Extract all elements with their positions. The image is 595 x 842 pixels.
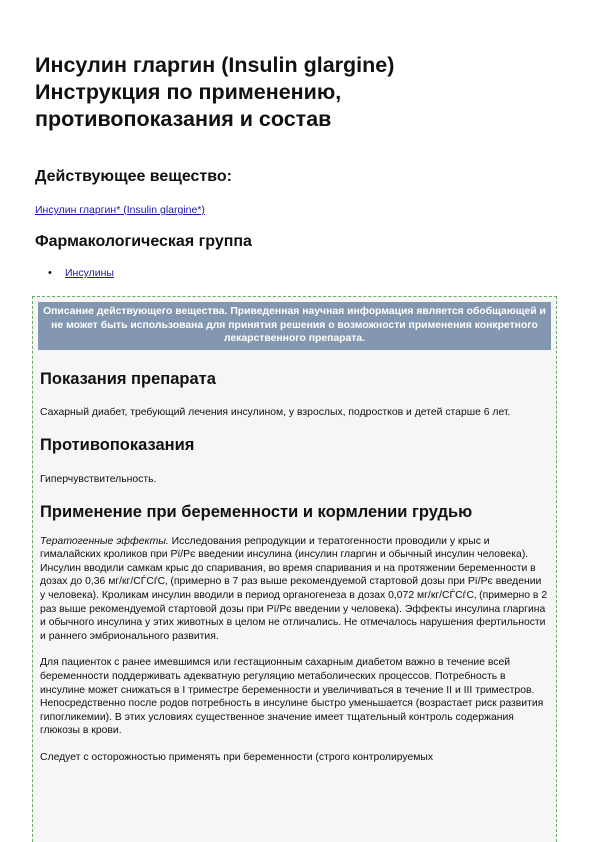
contraindications-heading: Противопоказания [40, 436, 195, 455]
title-line-1: Инсулин гларгин (Insulin glargine) [35, 53, 395, 77]
diabetes-paragraph: Для пациенток с ранее имевшимся или гестационным сахарным диабетом важно в течение всей беременности поддерживать адекватную регуляцию метаболических процессов. Потребность в инсулине может снижаться в I триместре беременности и увеличиваться в течение II и III триместров. Непосредственно после родов потребность в инсулине быстро уменьшается (возрастает риск развития гипогликемии). В этих условиях существенное значение имеет тщательный контроль содержания глюкозы в крови. [40, 657, 544, 737]
teratogenic-paragraph [40, 535, 549, 644]
substance-description-panel [32, 296, 557, 842]
pharm-group-link[interactable]: Инсулины [65, 267, 114, 279]
disclaimer-banner: Описание действующего вещества. Приведенная научная информация является обобщающей и не может быть использована для принятия решения о возможности применения конкретного лекарственного препарата. [38, 302, 551, 350]
teratogenic-text: Исследования репродукции и тератогенности проводили у крыс и гималайских кроликов при Рї/Рє введении инсулина (инсулин гларгин и обычный инсулин человека). Инсулин вводили самкам крыс до спаривания, во время спаривания и на протяжении беременности в дозах до 0,36 мг/кг/СЃСѓС‚ (примерно в 7 раз выше рекомендуемой стартовой дозы при Рї/Рє введении у человека). Кроликам инсулин вводили в период органогенеза в дозах 0,072 мг/кг/СЃСѓС‚ (примерно в 2 раз выше рекомендуемой стартовой дозы при Рї/Рє введении у человека). Эффекты инсулина гларгина и обычного инсулина у этих животных в целом не отличались. Не отмечалось нарушения фертильности и раннего эмбрионального развития. [40, 535, 548, 642]
teratogenic-label: Тератогенные эффекты. [40, 535, 169, 547]
list-item [35, 266, 114, 280]
pregnancy-heading: Применение при беременности и кормлении грудью [40, 502, 473, 521]
indications-heading: Показания препарата [40, 369, 216, 388]
pharm-group-list [35, 266, 114, 280]
bullet-icon: • [48, 267, 52, 279]
active-substance-link[interactable]: Инсулин гларгин* (Insulin glargine*) [35, 204, 205, 216]
page-title [35, 52, 565, 133]
caution-paragraph: Следует с осторожностью применять при беременности (строго контролируемых [40, 752, 434, 763]
contraindications-text: Гиперчувствительность. [40, 474, 157, 486]
active-substance-heading: Действующее вещество: [35, 168, 232, 185]
title-line-2: Инструкция по применению, [35, 80, 342, 104]
pharm-group-heading: Фармакологическая группа [35, 233, 252, 250]
indications-text: Сахарный диабет, требующий лечения инсулином, у взрослых, подростков и детей старше 6 лет. [40, 406, 511, 418]
title-line-3: противопоказания и состав [35, 107, 332, 131]
panel-content [33, 369, 556, 765]
